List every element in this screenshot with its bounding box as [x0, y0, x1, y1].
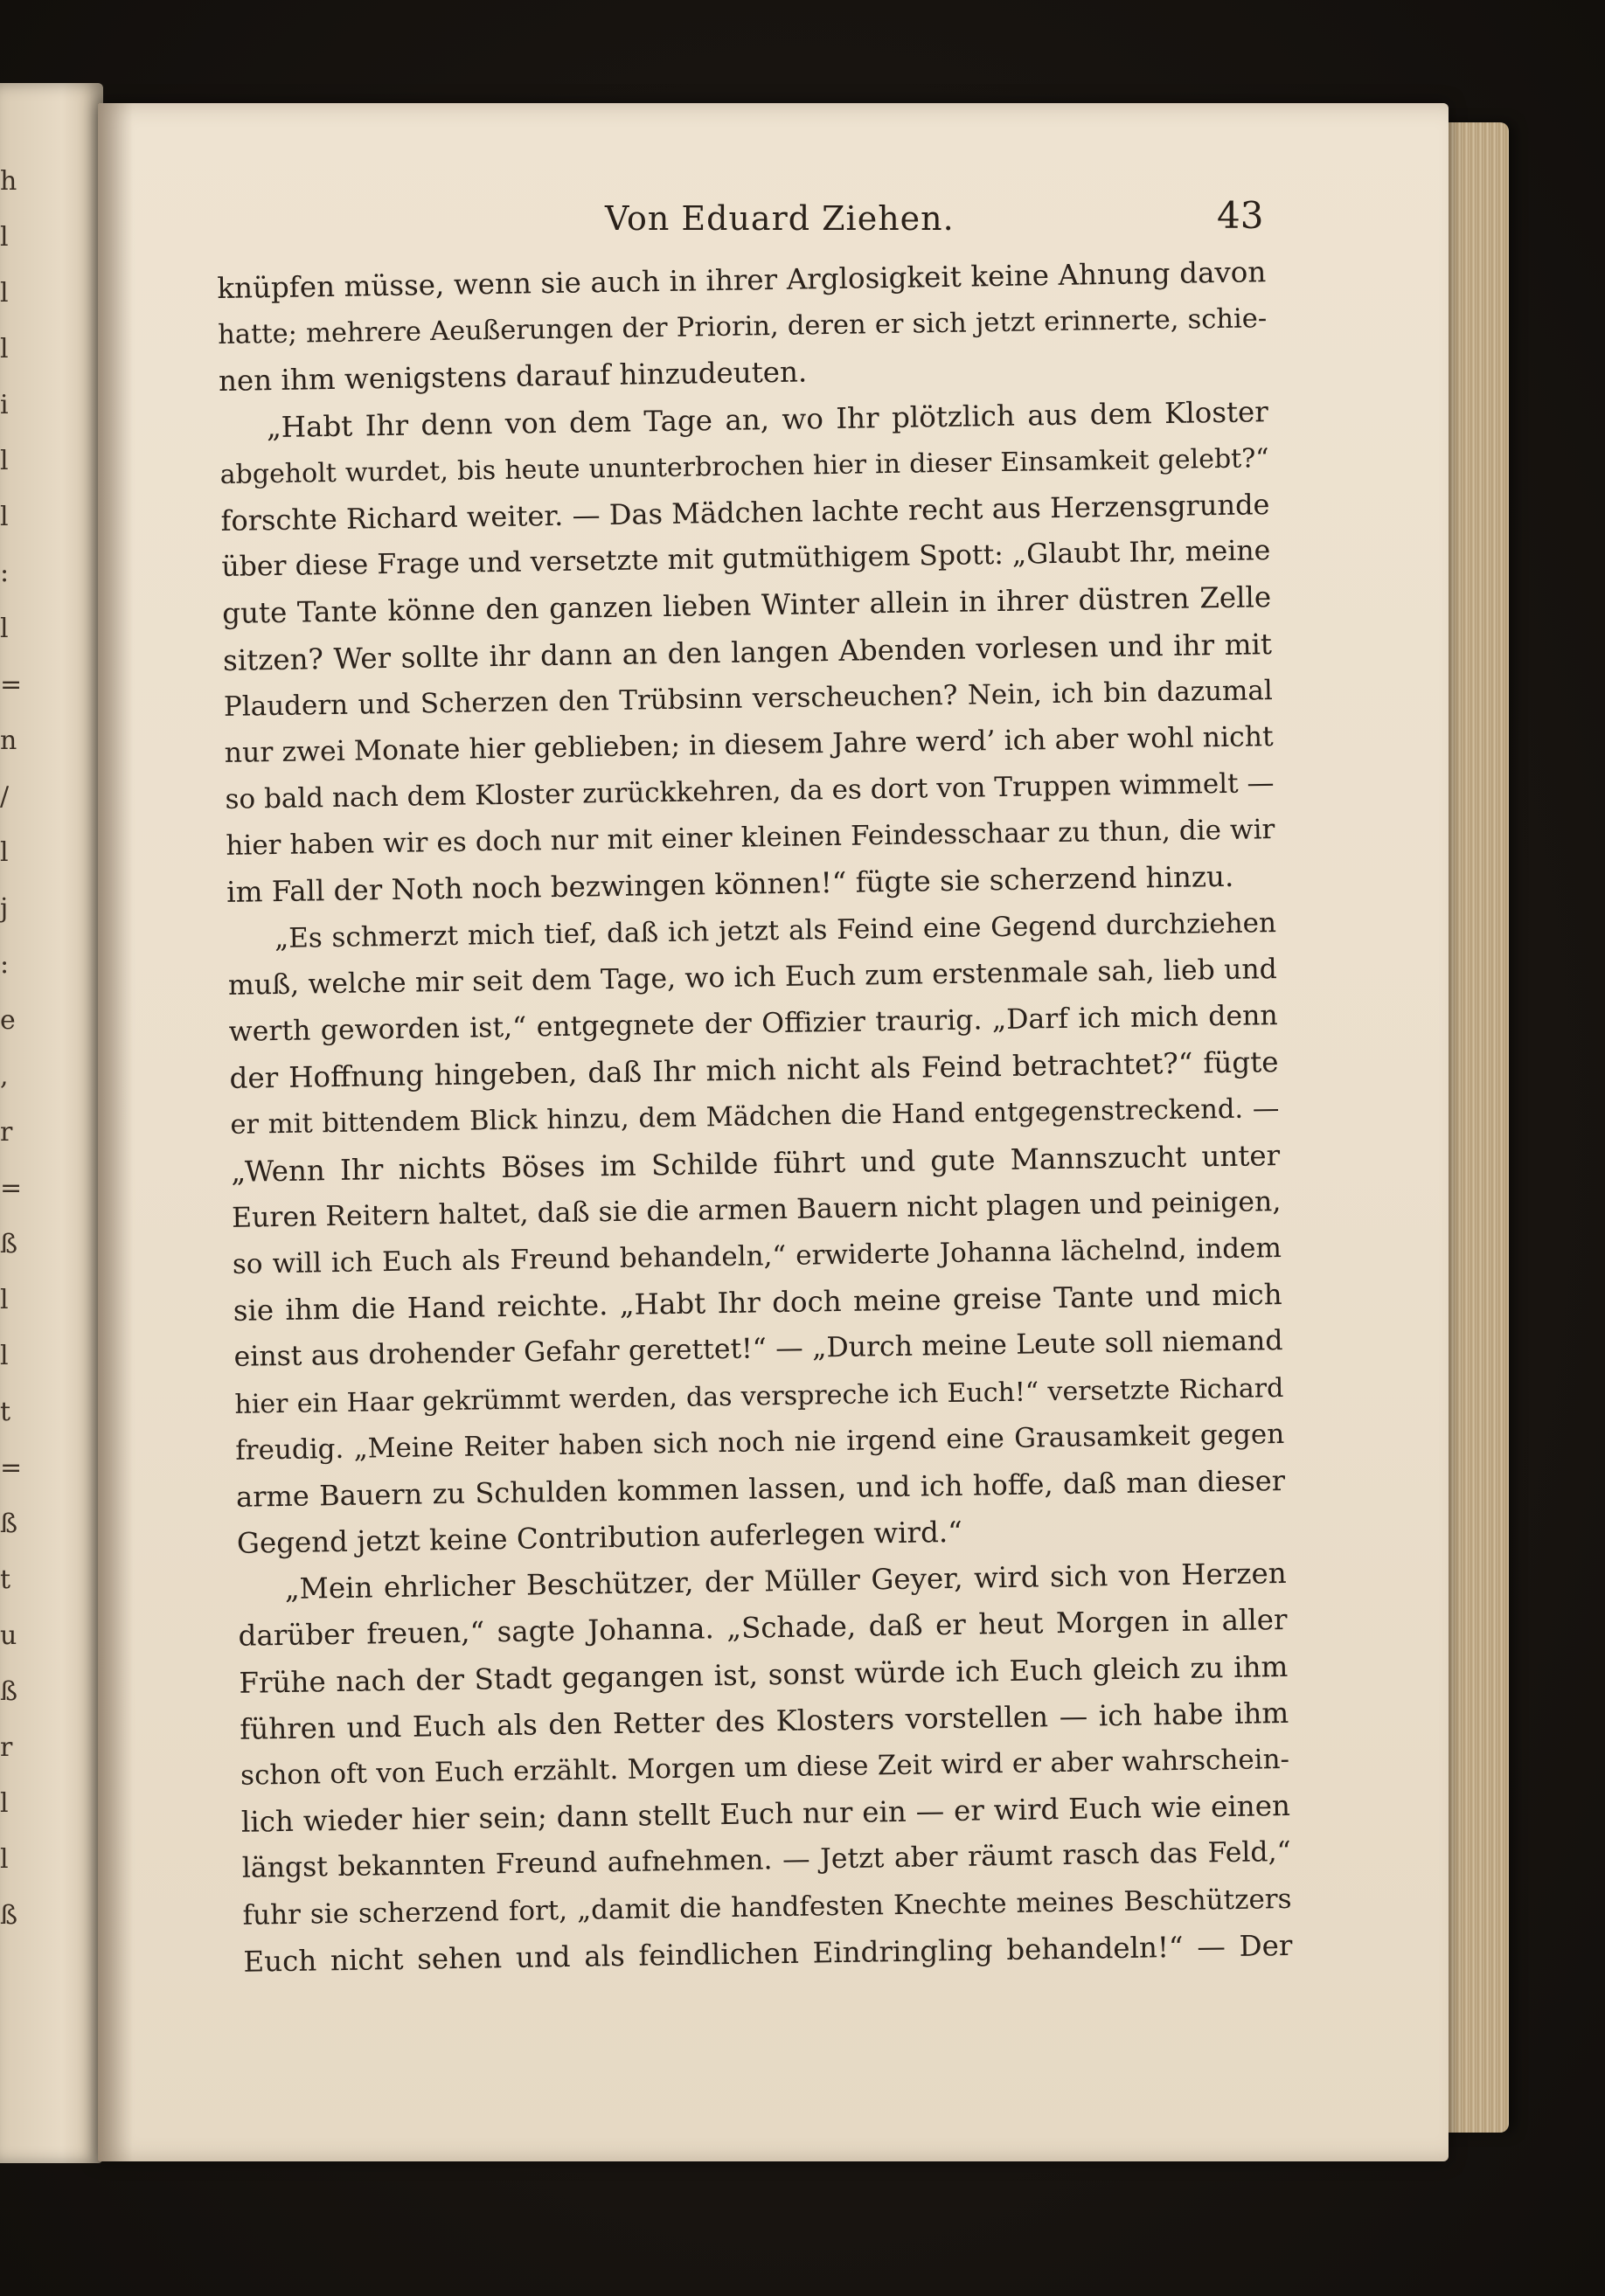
text-line: so will ich Euch als Freund behandeln,“ erwiderte Johanna lächelnd, indem [232, 1231, 1282, 1280]
previous-page-fragment: r [0, 1117, 13, 1148]
previous-page-fragment: = [0, 1173, 23, 1203]
text-line: sitzen? Wer sollte ihr dann an den langen Abenden vorlesen und ihr mit [222, 627, 1273, 677]
previous-page-fragment: l [0, 837, 9, 868]
previous-page-fragment: : [0, 949, 10, 980]
text-line: Gegend jetzt keine Contribution auferlegen wird.“ [236, 1515, 963, 1560]
running-head [98, 194, 1449, 252]
text-line: nen ihm wenigstens darauf hinzudeuten. [218, 355, 808, 399]
text-line: er mit bittendem Blick hinzu, dem Mädchen die Hand entgegenstreckend. — [230, 1093, 1280, 1141]
previous-page-fragment: n [0, 725, 17, 756]
previous-page-fragment: t [0, 1397, 11, 1427]
previous-page-fragment: l [0, 222, 9, 253]
text-line: „Habt Ihr denn von dem Tage an, wo Ihr plötzlich aus dem Kloster [266, 394, 1269, 444]
text-line: „Wenn Ihr nichts Böses im Schilde führt und gute Mannszucht unter [230, 1138, 1281, 1189]
text-line: arme Bauern zu Schulden kommen lassen, und ich hoffe, daß man dieser [235, 1463, 1286, 1514]
text-line: Euren Reitern haltet, daß sie die armen Bauern nicht plagen und peinigen, [231, 1185, 1282, 1234]
previous-page-fragment: = [0, 669, 23, 700]
text-line: gute Tante könne den ganzen lieben Winter allein in ihrer düstren Zelle [221, 580, 1272, 631]
text-line: freudig. „Meine Reiter haben sich noch nie irgend eine Grausamkeit gegen [235, 1418, 1285, 1467]
previous-page-fragment: : [0, 558, 10, 588]
previous-page-fragment: l [0, 614, 9, 644]
previous-page-fragment: j [0, 893, 9, 924]
page-number: 43 [1217, 194, 1264, 237]
text-line: nur zwei Monate hier geblieben; in diesem Jahre werd’ ich aber wohl nicht [224, 720, 1274, 769]
text-line: im Fall der Noth noch bezwingen können!“ fügte sie scherzend hinzu. [226, 860, 1234, 910]
previous-page-fragment: e [0, 1005, 16, 1036]
previous-page-fragment: / [0, 781, 10, 812]
previous-page-fragment: , [0, 1061, 9, 1092]
text-line: so bald nach dem Kloster zurückkehren, da es dort von Truppen wimmelt — [225, 767, 1275, 815]
body-text [217, 249, 1293, 1986]
text-line: über diese Frage und versetzte mit gutmüthigem Spott: „Glaubt Ihr, meine [221, 535, 1271, 584]
previous-page-fragment: l [0, 502, 9, 532]
text-line: hatte; mehrere Aeußerungen der Priorin, deren er sich jetzt erinnerte, schie- [217, 303, 1268, 351]
text-line: führen und Euch als den Retter des Klosters vorstellen — ich habe ihm [240, 1696, 1289, 1746]
previous-page-fragment: ß [0, 1509, 18, 1539]
text-line: „Mein ehrlicher Beschützer, der Müller Geyer, wird sich von Herzen [284, 1557, 1287, 1606]
text-line: fuhr sie scherzend fort, „damit die handfesten Knechte meines Beschützers [242, 1883, 1292, 1932]
previous-page-fragment: l [0, 334, 9, 364]
previous-page-fragment: ß [0, 1676, 18, 1707]
previous-page-fragment: l [0, 446, 9, 476]
previous-page-fragment: h [0, 166, 17, 197]
previous-page-fragment: l [0, 1285, 9, 1315]
text-line: abgeholt wurdet, bis heute ununterbrochen hier in dieser Einsamkeit gelebt?“ [219, 442, 1269, 490]
text-line: schon oft von Euch erzählt. Morgen um diese Zeit wird er aber wahrschein- [240, 1743, 1290, 1792]
previous-page-fragment: r [0, 1732, 13, 1763]
previous-page-fragment: l [0, 1844, 9, 1875]
text-line: hier haben wir es doch nur mit einer kleinen Feindesschaar zu thun, die wir [226, 814, 1275, 863]
text-line: einst aus drohender Gefahr gerettet!“ — „Durch meine Leute soll niemand [233, 1325, 1283, 1374]
running-title: Von Eduard Ziehen. [605, 199, 955, 238]
text-line: Frühe nach der Stadt gegangen ist, sonst würde ich Euch gleich zu ihm [239, 1649, 1289, 1700]
text-line: darüber freuen,“ sagte Johanna. „Schade, daß er heut Morgen in aller [238, 1603, 1288, 1654]
text-line: „Es schmerzt mich tief, daß ich jetzt als Feind eine Gegend durchziehen [274, 906, 1277, 954]
text-line: muß, welche mir seit dem Tage, wo ich Euch zum erstenmale sah, lieb und [227, 953, 1278, 1002]
text-line: werth geworden ist,“ entgegnete der Offizier traurig. „Darf ich mich denn [228, 1000, 1278, 1048]
text-line: Plaudern und Scherzen den Trübsinn verscheuchen? Nein, ich bin dazumal [223, 674, 1274, 723]
text-line: forschte Richard weiter. — Das Mädchen lachte recht aus Herzensgrunde [220, 488, 1270, 538]
previous-page-fragment: i [0, 390, 9, 420]
previous-page-fragment: u [0, 1620, 17, 1651]
text-line: lich wieder hier sein; dann stellt Euch nur ein — er wird Euch wie einen [240, 1789, 1291, 1839]
text-line: sie ihm die Hand reichte. „Habt Ihr doch meine greise Tante und mich [233, 1278, 1282, 1328]
previous-page-fragment: ß [0, 1229, 18, 1259]
previous-page-fragment: l [0, 1341, 9, 1371]
previous-page-fragment: = [0, 1453, 23, 1483]
previous-page-edge [0, 83, 103, 2163]
text-line: der Hoffnung hingeben, daß Ihr mich nicht als Feind betrachtet?“ fügte [229, 1045, 1279, 1096]
previous-page-fragment: l [0, 278, 9, 309]
previous-page-fragment: t [0, 1564, 11, 1595]
text-line: längst bekannten Freund aufnehmen. — Jetzt aber räumt rasch das Feld,“ [241, 1836, 1291, 1885]
previous-page-fragment: ß [0, 1900, 18, 1931]
text-line: hier ein Haar gekrümmt werden, das verspreche ich Euch!“ versetzte Richard [234, 1372, 1284, 1420]
text-line: Euch nicht sehen und als feindlichen Eindringling behandeln!“ — Der [243, 1928, 1293, 1979]
book-page [98, 103, 1449, 2161]
text-line: knüpfen müsse, wenn sie auch in ihrer Arglosigkeit keine Ahnung davon [217, 255, 1267, 305]
previous-page-fragment: l [0, 1788, 9, 1819]
